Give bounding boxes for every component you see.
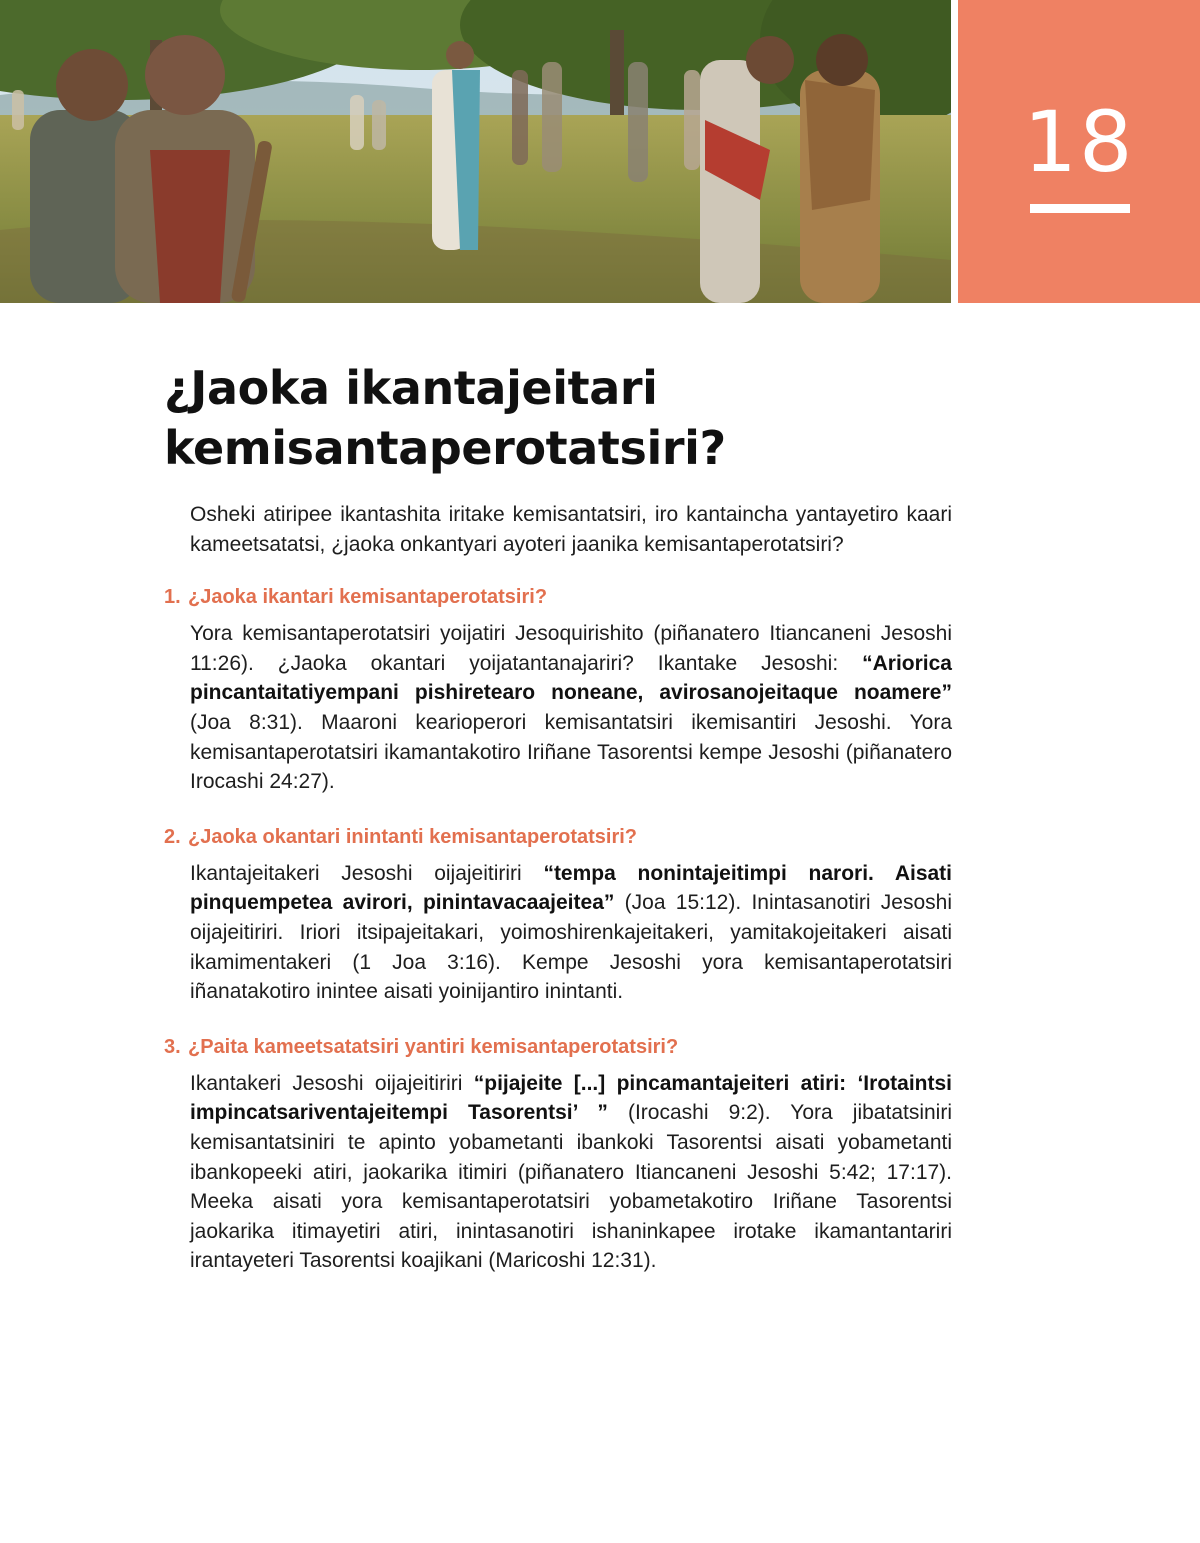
- question-text: ¿Paita kameetsatatsiri yantiri kemisantaperotatsiri?: [188, 1035, 679, 1058]
- page-title: ¿Jaoka ikantajeitari kemisantaperotatsiri?: [164, 361, 726, 475]
- question-section-2: [164, 823, 952, 1007]
- answer-text-end: (Joa 8:31). Maaroni kearioperori kemisantatsiri ikemisantiri Jesoshi. Yora kemisantaperotatsiri ikamantakotiro Iriñane Tasorentsi kempe Jesoshi (piñanatero Irocashi 24:27).: [190, 710, 952, 794]
- question-text: ¿Jaoka ikantari kemisantaperotatsiri?: [188, 586, 548, 609]
- answer-text-start: Ikantakeri Jesoshi oijajeitiriri: [190, 1071, 474, 1095]
- chapter-underline: [1030, 204, 1130, 213]
- question-heading-2: [164, 823, 952, 851]
- answer-text-end: (Irocashi 9:2). Yora jibatatsiniri kemisantatsiniri te apinto yobametanti ibankoki Tasorentsi aisati yobametanti ibankopeeki atiri, jaokarika itimiri (piñanatero Itiancaneni Jesoshi 5:42; 17:17). Meeka aisati yora kemisantaperotatsiri yobametakotiro Iriñane Tasorentsi jaokarika itimayetiri atiri, inintasanotiri ishaninkapee irotake ikamantantariri irantayeteri Tasorentsi koajikani (Maricoshi 12:31).: [190, 1101, 953, 1273]
- answer-paragraph-2: [190, 859, 952, 1007]
- scripture-quote: “tempa nonintajeitimpi narori. Aisati pinquempetea avirori, pinintavacaajeitea”: [190, 861, 953, 915]
- answer-paragraph-3: [190, 1069, 952, 1276]
- question-number: 2.: [164, 825, 181, 848]
- answer-paragraph-1: [190, 619, 952, 797]
- scripture-quote: “pijajeite [...] pincamantajeiteri atiri: ‘Irotaintsi impincatsariventajeitempi Tasorentsi’ ”: [190, 1071, 952, 1125]
- chapter-badge: [958, 0, 1200, 303]
- disciples-walking-illustration: [0, 0, 951, 303]
- answer-text-start: Yora kemisantaperotatsiri yoijatiri Jesoquirishito (piñanatero Itiancaneni Jesoshi 11:26). ¿Jaoka okantari yoijatantanajariri? Ikantake Jesoshi:: [190, 622, 952, 675]
- question-number: 1.: [164, 586, 181, 609]
- question-heading-3: [164, 1033, 952, 1061]
- intro-paragraph: Osheki atiripee ikantashita iritake kemisantatsiri, iro kantaincha yantayetiro kaari kameetsatatsi, ¿jaoka onkantyari ayoteri jaanika kemisantaperotatsiri?: [190, 503, 952, 556]
- answer-text-end: (Joa 15:12). Inintasanotiri Jesoshi oijajeitiriri. Iriori itsipajeitakari, yoimoshirenkajeitakeri, yamitakojeitakeri aisati ikamimentakeri (1 Joa 3:16). Kempe Jesoshi yora kemisantaperotatsiri iñanatakotiro inintee aisati yoinijantiro inintanti.: [190, 891, 952, 1004]
- scripture-quote: “Ariorica pincantaitatiyempani pishiretearo noneane, avirosanojeitaque noamere”: [190, 651, 952, 705]
- question-section-3: [164, 1033, 952, 1276]
- lesson-content: [164, 500, 952, 1302]
- question-heading-1: [164, 583, 952, 611]
- chapter-number: 18: [1023, 93, 1135, 191]
- question-number: 3.: [164, 1035, 181, 1058]
- hero-image: [0, 0, 951, 303]
- answer-text-start: Ikantajeitakeri Jesoshi oijajeitiriri: [190, 861, 544, 885]
- question-text: ¿Jaoka okantari inintanti kemisantaperotatsiri?: [188, 825, 638, 848]
- question-section-1: [164, 583, 952, 797]
